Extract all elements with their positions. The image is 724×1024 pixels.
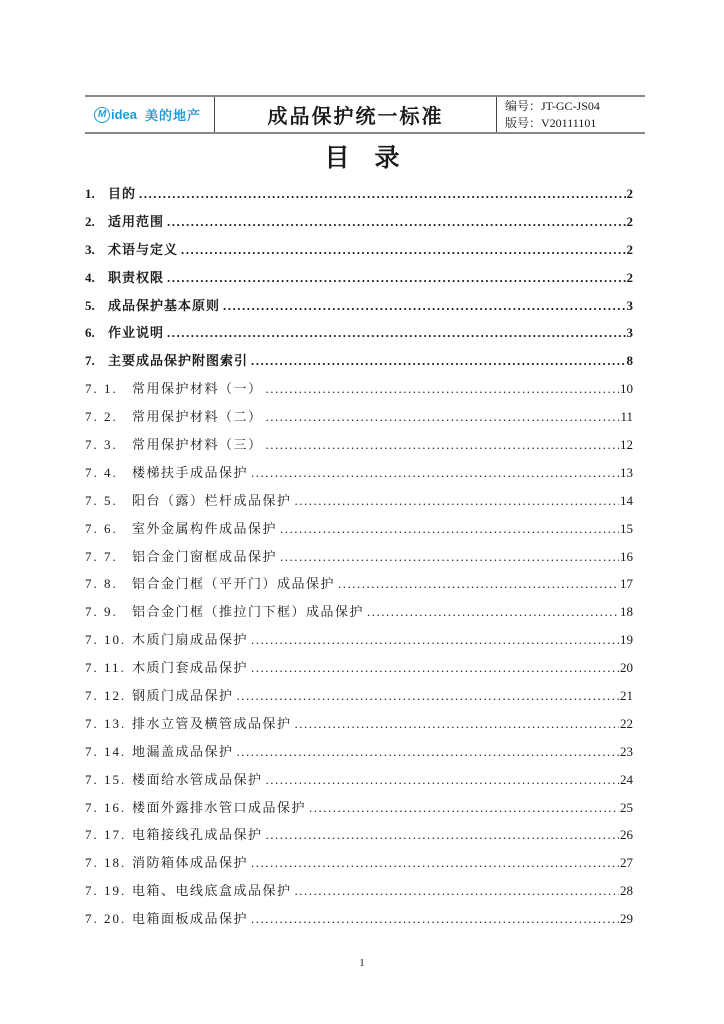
document-number: 编号：JT-GC-JS04 [505,98,600,113]
toc-dot-leader [167,319,625,347]
toc-dot-leader [251,905,619,933]
toc-entry-page: 17 [620,576,633,592]
toc-entry-number: 7. 17. [85,827,127,843]
toc-entry-page: 2 [626,213,633,229]
toc-dot-leader [367,598,619,626]
toc-entry-number: 1. [85,186,95,201]
toc-dot-leader [223,292,625,320]
toc-entry-title: 电箱接线孔成品保护 [132,827,263,843]
toc-entry [85,487,633,515]
midea-logo [85,97,215,132]
toc-dot-leader [295,710,619,738]
toc-entry-page: 8 [626,353,633,369]
toc-entry [85,292,633,320]
toc-entry-page: 24 [620,771,633,787]
toc-entry-title: 楼面外露排水管口成品保护 [132,799,307,815]
toc-entry-page: 2 [626,186,633,201]
toc-entry-number: 6. [85,325,95,341]
toc-entry-page: 29 [620,911,633,927]
toc-dot-leader [251,849,619,877]
toc-entry-number: 7. 16. [85,799,127,815]
toc-entry-number: 7. 5. [85,492,118,508]
toc-entry [85,431,633,459]
toc-entry-page: 16 [620,548,633,564]
toc-entry-number: 7. 19. [85,883,127,899]
toc-entry [85,319,633,347]
document-title: 成品保护统一标准 [215,97,497,132]
toc-entry-number: 7. 14. [85,743,127,759]
toc-entry-title: 作业说明 [108,325,165,341]
toc-entry [85,208,633,236]
toc-entry-page: 3 [626,325,633,341]
toc-entry-title: 地漏盖成品保护 [132,743,234,759]
toc-entry-number: 7. 1. [85,381,118,397]
toc-list [85,180,633,933]
toc-dot-leader [181,236,625,264]
toc-entry-title: 常用保护材料（二） [132,409,263,425]
toc-entry [85,877,633,905]
toc-entry-title: 成品保护基本原则 [108,297,221,313]
toc-dot-leader [280,515,619,543]
toc-entry-page: 15 [620,520,633,536]
toc-dot-leader [251,654,619,682]
toc-entry-number: 4. [85,269,95,285]
toc-entry [85,543,633,571]
toc-entry-page: 12 [620,437,633,453]
toc-entry-number: 7. 11. [85,660,126,676]
toc-entry-title: 主要成品保护附图索引 [108,353,249,369]
toc-entry-page: 20 [620,660,633,676]
toc-entry-title: 铝合金门框（平开门）成品保护 [132,576,336,592]
toc-entry [85,794,633,822]
toc-entry-number: 2. [85,213,95,229]
toc-entry-page: 19 [620,632,633,648]
toc-dot-leader [295,877,619,905]
toc-dot-leader [266,403,620,431]
toc-entry-number: 7. 13. [85,715,127,731]
toc-entry [85,710,633,738]
toc-entry-number: 7. 20. [85,911,127,927]
document-version: 版号：V20111101 [505,115,597,130]
toc-dot-leader [280,543,619,571]
toc-dot-leader [237,682,619,710]
toc-entry [85,375,633,403]
toc-entry-number: 7. 18. [85,855,127,871]
toc-entry-page: 28 [620,883,633,899]
toc-entry [85,682,633,710]
toc-entry-number: 7. 8. [85,576,118,592]
toc-dot-leader [139,180,625,208]
toc-entry-page: 18 [620,604,633,620]
toc-entry-number: 7. 12. [85,688,127,704]
toc-entry-title: 常用保护材料（一） [132,381,263,397]
toc-entry-title: 铝合金门框（推拉门下框）成品保护 [132,604,365,620]
toc-entry-number: 7. [85,353,95,369]
toc-entry-number: 7. 7. [85,548,118,564]
logo-chinese-name: 美的地产 [145,108,202,123]
toc-dot-leader [309,794,619,822]
toc-entry-page: 14 [620,492,633,508]
toc-entry-title: 楼面给水管成品保护 [132,771,263,787]
toc-entry [85,821,633,849]
toc-entry-page: 27 [620,855,633,871]
toc-entry-page: 10 [620,381,633,397]
toc-entry-page: 22 [620,715,633,731]
toc-entry [85,654,633,682]
toc-entry [85,738,633,766]
toc-entry [85,236,633,264]
document-meta [497,97,645,132]
toc-entry [85,180,633,208]
toc-dot-leader [251,626,619,654]
toc-entry-number: 7. 4. [85,464,118,480]
toc-entry [85,347,633,375]
toc-entry-page: 3 [626,297,633,313]
toc-entry-title: 室外金属构件成品保护 [132,520,278,536]
toc-entry [85,626,633,654]
toc-entry [85,515,633,543]
toc-entry [85,570,633,598]
toc-entry-page: 2 [626,241,633,257]
toc-entry [85,905,633,933]
logo-wordmark: idea [111,107,138,122]
toc-dot-leader [338,570,619,598]
toc-dot-leader [251,347,625,375]
toc-entry [85,598,633,626]
toc-entry-page: 23 [620,743,633,759]
midea-circle-m-icon: M [94,107,110,123]
toc-entry [85,849,633,877]
toc-entry-title: 钢质门成品保护 [132,688,234,704]
toc-dot-leader [167,264,625,292]
toc-dot-leader [237,738,619,766]
toc-entry-title: 电箱面板成品保护 [132,911,249,927]
toc-entry-page: 25 [620,799,633,815]
toc-entry-title: 消防箱体成品保护 [132,855,249,871]
toc-entry-title: 楼梯扶手成品保护 [132,464,249,480]
toc-dot-leader [266,375,619,403]
toc-heading: 目 录 [324,145,400,172]
page-number: 1 [359,957,365,969]
toc-entry-number: 7. 9. [85,604,118,620]
toc-dot-leader [266,766,619,794]
toc-entry-number: 7. 10. [85,632,127,648]
toc-entry [85,264,633,292]
toc-entry-number: 7. 15. [85,771,127,787]
toc-entry-title: 目的 [108,186,137,201]
toc-entry-page: 11 [620,409,633,425]
toc-entry-title: 排水立管及横管成品保护 [132,715,292,731]
toc-entry-number: 7. 2. [85,409,118,425]
toc-dot-leader [295,487,619,515]
toc-entry [85,459,633,487]
toc-entry-title: 职责权限 [108,269,165,285]
toc-entry-number: 3. [85,241,95,257]
toc-entry-page: 26 [620,827,633,843]
toc-dot-leader [251,459,619,487]
toc-dot-leader [167,208,625,236]
toc-entry-title: 适用范围 [108,213,165,229]
toc-entry-page: 2 [626,269,633,285]
toc-entry-title: 术语与定义 [108,241,179,257]
toc-entry-number: 5. [85,297,95,313]
toc-entry-page: 13 [620,464,633,480]
toc-entry-title: 阳台（露）栏杆成品保护 [132,492,292,508]
document-header [85,95,645,134]
toc-entry [85,403,633,431]
toc-entry-number: 7. 6. [85,520,118,536]
toc-entry-title: 电箱、电线底盒成品保护 [132,883,292,899]
toc-dot-leader [266,431,619,459]
toc-entry-number: 7. 3. [85,437,118,453]
toc-entry-title: 常用保护材料（三） [132,437,263,453]
toc-dot-leader [266,821,619,849]
toc-entry [85,766,633,794]
toc-entry-title: 铝合金门窗框成品保护 [132,548,278,564]
toc-entry-title: 木质门扇成品保护 [132,632,249,648]
toc-entry-title: 木质门套成品保护 [132,660,249,676]
toc-entry-page: 21 [620,688,633,704]
